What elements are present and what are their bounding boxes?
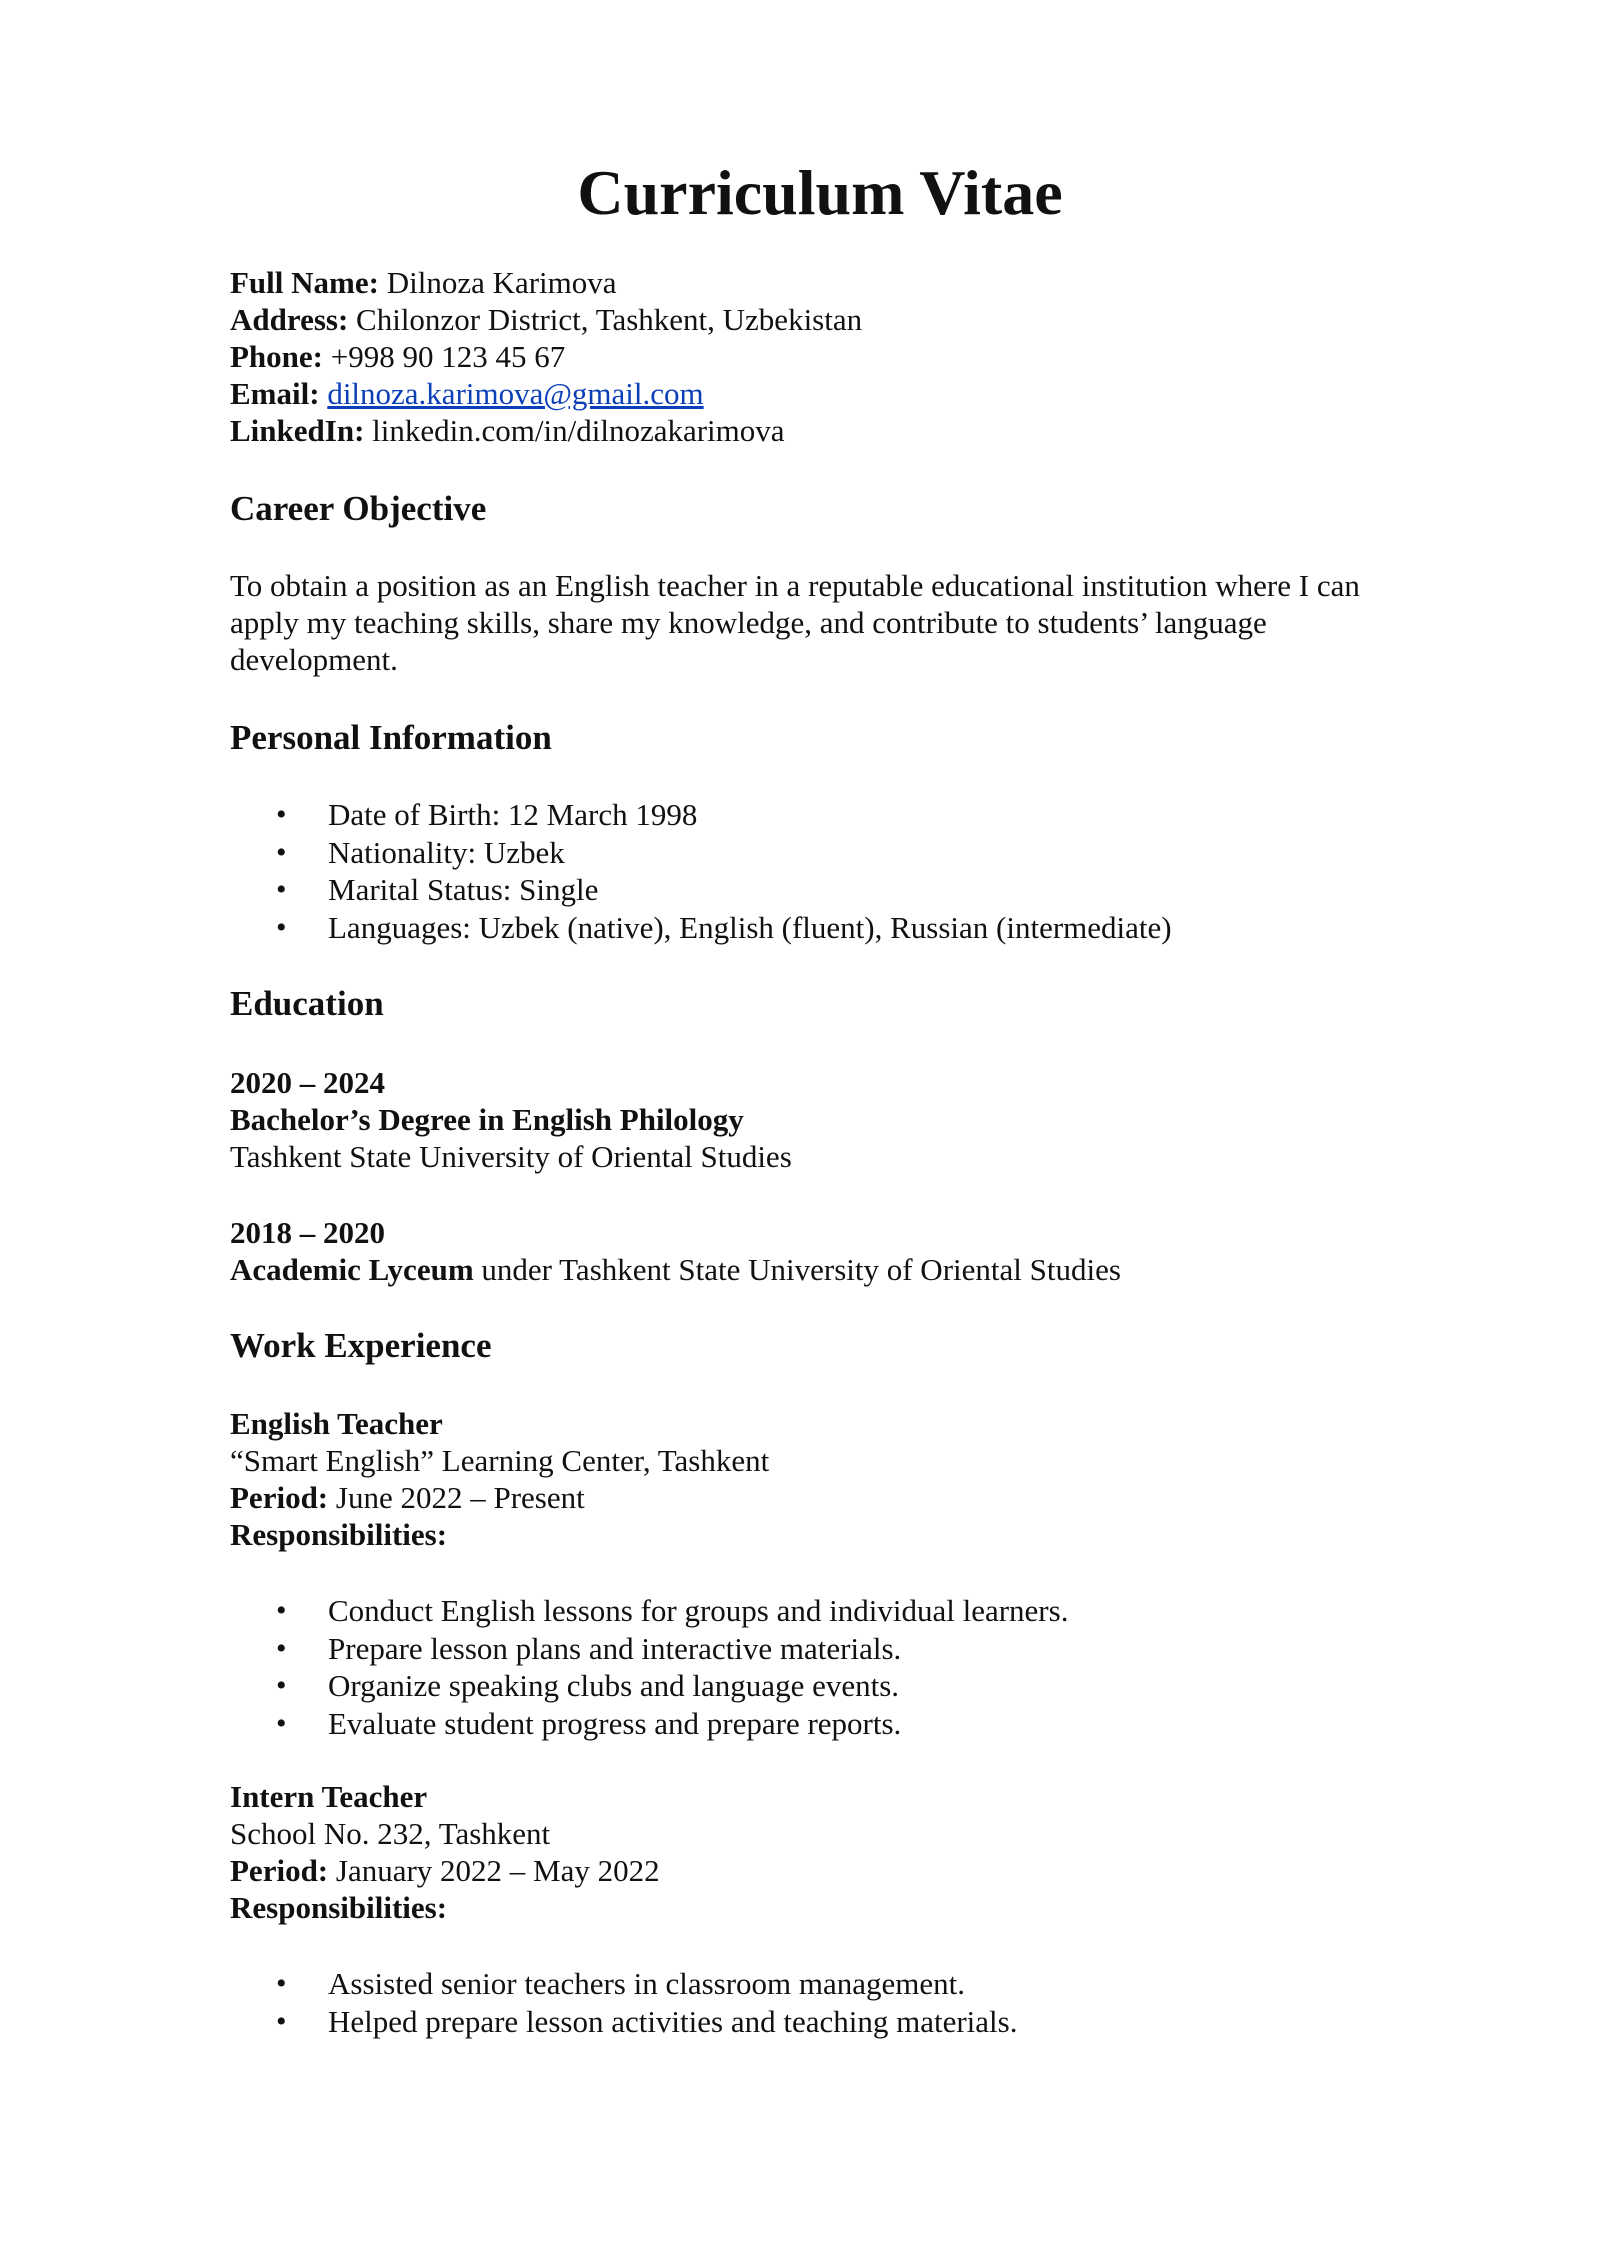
education-heading: Education: [230, 984, 384, 1023]
list-item: • Evaluate student progress and prepare reports.: [230, 1705, 1068, 1743]
responsibilities-list: [230, 1965, 1017, 2040]
job-title: Intern Teacher: [230, 1779, 428, 1814]
list-item: • Languages: Uzbek (native), English (fluent), Russian (intermediate): [230, 909, 1172, 947]
education-years: 2018 – 2020: [230, 1215, 385, 1250]
personal-information-list: [230, 796, 1172, 946]
responsibilities-label: Responsibilities:: [230, 1517, 448, 1552]
linkedin-label: LinkedIn:: [230, 413, 365, 448]
list-item: • Prepare lesson plans and interactive materials.: [230, 1630, 1068, 1668]
period-label: Period:: [230, 1853, 329, 1888]
address-label: Address:: [230, 302, 349, 337]
career-objective-line: apply my teaching skills, share my knowledge, and contribute to students’ language: [230, 605, 1267, 640]
linkedin-line: [230, 412, 862, 449]
full-name-value: Dilnoza Karimova: [386, 265, 617, 300]
phone-label: Phone:: [230, 339, 323, 374]
job-employer: School No. 232, Tashkent: [230, 1816, 551, 1851]
job-period-line: [230, 1852, 660, 1889]
email-line: [230, 375, 862, 412]
education-institution: Tashkent State University of Oriental Studies: [230, 1139, 792, 1174]
contact-block: [230, 264, 862, 449]
list-item: • Assisted senior teachers in classroom management.: [230, 1965, 1017, 2003]
career-objective-text: [230, 567, 1410, 678]
career-objective-heading: Career Objective: [230, 489, 487, 528]
page-title: Curriculum Vitae: [577, 157, 1063, 228]
education-entry: [230, 1214, 1121, 1288]
education-degree: Bachelor’s Degree in English Philology: [230, 1102, 744, 1137]
job-period: June 2022 – Present: [335, 1480, 585, 1515]
email-link[interactable]: dilnoza.karimova@gmail.com: [327, 376, 704, 411]
education-years: 2020 – 2024: [230, 1065, 385, 1100]
responsibilities-label: Responsibilities:: [230, 1890, 448, 1925]
education-institution: under Tashkent State University of Oriental Studies: [473, 1252, 1121, 1287]
work-experience-heading: Work Experience: [230, 1326, 492, 1365]
job-entry: [230, 1405, 769, 1553]
personal-information-heading: Personal Information: [230, 718, 552, 757]
list-item: • Organize speaking clubs and language events.: [230, 1667, 1068, 1705]
education-degree-line: [230, 1251, 1121, 1288]
phone-line: [230, 338, 862, 375]
job-period: January 2022 – May 2022: [335, 1853, 660, 1888]
full-name-label: Full Name:: [230, 265, 379, 300]
period-label: Period:: [230, 1480, 329, 1515]
list-item: • Conduct English lessons for groups and individual learners.: [230, 1592, 1068, 1630]
job-title: English Teacher: [230, 1406, 443, 1441]
job-period-line: [230, 1479, 769, 1516]
list-item: • Nationality: Uzbek: [230, 834, 1172, 872]
list-item: • Marital Status: Single: [230, 871, 1172, 909]
list-item: • Helped prepare lesson activities and teaching materials.: [230, 2003, 1017, 2041]
responsibilities-list: [230, 1592, 1068, 1742]
address-value: Chilonzor District, Tashkent, Uzbekistan: [356, 302, 863, 337]
job-employer: “Smart English” Learning Center, Tashkent: [230, 1443, 770, 1478]
email-label: Email:: [230, 376, 320, 411]
phone-value: +998 90 123 45 67: [330, 339, 566, 374]
job-entry: [230, 1778, 660, 1926]
full-name-line: [230, 264, 862, 301]
linkedin-value: linkedin.com/in/dilnozakarimova: [372, 413, 785, 448]
list-item: • Date of Birth: 12 March 1998: [230, 796, 1172, 834]
education-degree: Academic Lyceum: [230, 1252, 474, 1287]
address-line: [230, 301, 862, 338]
career-objective-line: To obtain a position as an English teacher in a reputable educational institution where I can: [230, 568, 1360, 603]
career-objective-line: development.: [230, 642, 398, 677]
education-entry: [230, 1064, 792, 1175]
